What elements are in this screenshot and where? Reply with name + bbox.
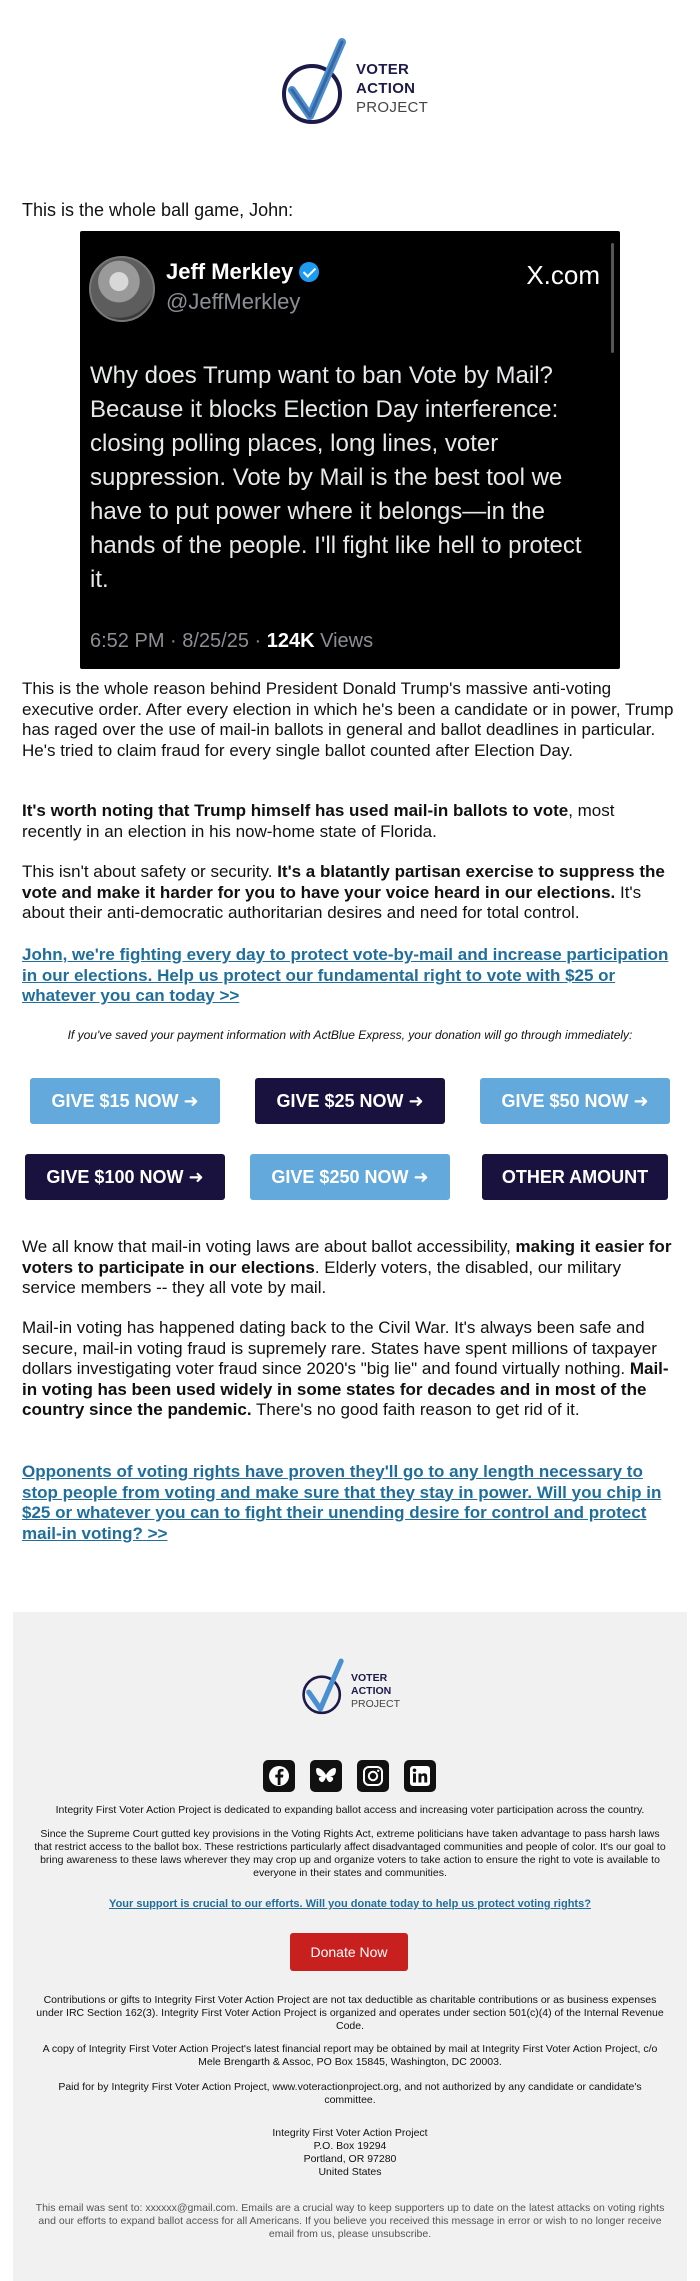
footer-about: Since the Supreme Court gutted key provisions in the Voting Rights Act, extreme politicians have taken advantage to pass harsh laws that restrict access to the ballot box. These restrictions particularly affect disadvantaged communities and people of color. It's our goal to bring awareness to these laws wherever they may crop up and organize voters to take action to ensure the right to vote is available to everyone in their states and communities. bbox=[34, 1828, 666, 1879]
footer-logo[interactable] bbox=[301, 1656, 401, 1718]
donate-link-opponents[interactable]: Opponents of voting rights have proven they'll go to any length necessary to stop people from voting and make sure that they stay in power. Will you chip in $25 or whatever you can to fight their unending desire for control and protect mail-in voting? >> bbox=[22, 1462, 662, 1543]
paragraph-executive-order: This is the whole reason behind President Donald Trump's massive anti-voting executive order. After every election in which he's been a candidate or in power, Trump has raged over the use of mail-in ballots in general and ballot deadlines in particular. He's tried to claim fraud for every single ballot counted after Election Day. bbox=[22, 679, 674, 760]
linkedin-icon[interactable] bbox=[404, 1760, 436, 1792]
x-logo-icon: X.com bbox=[526, 260, 600, 290]
donate-now-button[interactable]: Donate Now bbox=[290, 1933, 408, 1971]
actblue-express-note: If you've saved your payment information with ActBlue Express, your donation will go through immediately: bbox=[67, 1028, 633, 1042]
tweet-meta: 6:52 PM · 8/25/25 · 124K Views bbox=[90, 630, 374, 652]
give-15-button[interactable]: GIVE $15 NOW ➜ bbox=[30, 1078, 220, 1124]
verified-badge-icon bbox=[299, 262, 319, 282]
give-50-button[interactable]: GIVE $50 NOW ➜ bbox=[480, 1078, 670, 1124]
check-ring-logo-icon bbox=[301, 1656, 345, 1718]
avatar bbox=[89, 256, 155, 322]
tweet-card[interactable] bbox=[80, 231, 620, 669]
donate-link-protect-vote-by-mail[interactable]: John, we're fighting every day to protect vote-by-mail and increase participation in our elections. Help us protect our fundamental right to vote with $25 or whatever you can today >> bbox=[22, 945, 669, 1005]
footer-address: Integrity First Voter Action Project P.O. Box 19294 Portland, OR 97280 United States bbox=[272, 2127, 428, 2178]
footer-financial-report: A copy of Integrity First Voter Action Project's latest financial report may be obtained by mail at Integrity First Voter Action Project, c/o Mele Brengarth & Assoc, PO Box 15845, Washington, DC 20003. bbox=[42, 2043, 658, 2068]
footer-logo-wordmark: VOTER ACTION PROJECT bbox=[351, 1672, 401, 1710]
x-brand bbox=[526, 261, 600, 289]
footer-mission: Integrity First Voter Action Project is dedicated to expanding ballot access and increasing voter participation across the country. bbox=[55, 1804, 645, 1816]
give-25-button[interactable]: GIVE $25 NOW ➜ bbox=[255, 1078, 445, 1124]
check-ring-logo-icon bbox=[280, 36, 348, 128]
paragraph-ballot-accessibility: We all know that mail-in voting laws are about ballot accessibility, making it easier for voters to participate in our elections. Elderly voters, the disabled, our military service members -- they all vote by mail. bbox=[22, 1237, 672, 1297]
other-amount-button[interactable]: OTHER AMOUNT bbox=[482, 1154, 668, 1200]
greeting: This is the whole ball game, John: bbox=[22, 200, 294, 220]
footer-tax-disclaimer: Contributions or gifts to Integrity First Voter Action Project are not tax deductible as charitable contributions or as business expenses under IRC Section 162(3). Integrity First Voter Action Project is organized and operates under section 501(c)(4) of the Internal Revenue Code. bbox=[36, 1994, 664, 2032]
voter-action-project-logo[interactable] bbox=[280, 36, 430, 128]
paragraph-trump-mail-ballot: It's worth noting that Trump himself has used mail-in ballots to vote, most recently in an election in his now-home state of Florida. bbox=[22, 801, 615, 841]
tweet-author-name: Jeff Merkley bbox=[166, 259, 319, 285]
footer-paid-for: Paid for by Integrity First Voter Action Project, www.voteractionproject.org, and not authorized by any candidate or candidate's committee. bbox=[58, 2081, 642, 2106]
paragraph-civil-war-history: Mail-in voting has happened dating back to the Civil War. It's always been safe and secure, mail-in voting fraud is supremely rare. States have spent millions of taxpayer dollars investigating voter fraud since 2020's "big lie" and found virtually nothing. Mail-in voting has been used widely in some states for decades and in most of the country since the pandemic. There's no good faith reason to get rid of it. bbox=[22, 1318, 669, 1419]
tweet-text: Why does Trump want to ban Vote by Mail? Because it blocks Election Day interference: closing polling places, long lines, voter suppression. Vote by Mail is the best tool we have to put power where it belongs—in the hands of the people. I'll fight like hell to protect it. bbox=[90, 362, 582, 593]
tweet-scrollbar bbox=[611, 243, 614, 353]
paragraph-partisan-exercise: This isn't about safety or security. It's a blatantly partisan exercise to suppress the vote and make it harder for you to have your voice heard in our elections. It's about their anti-democratic authoritarian desires and need for total control. bbox=[22, 862, 665, 922]
give-100-button[interactable]: GIVE $100 NOW ➜ bbox=[25, 1154, 225, 1200]
give-250-button[interactable]: GIVE $250 NOW ➜ bbox=[250, 1154, 450, 1200]
logo-wordmark: VOTER ACTION PROJECT bbox=[356, 61, 429, 116]
facebook-icon[interactable] bbox=[263, 1760, 295, 1792]
footer bbox=[13, 1612, 687, 2281]
footer-sent-to: This email was sent to: xxxxxx@gmail.com. Emails are a crucial way to keep supporters up to date on the latest attacks on voting rights and our efforts to expand ballot access for all Americans. If you believe you received this message in error or wish to no longer receive email from us, please unsubscribe. bbox=[35, 2202, 665, 2240]
tweet-author-handle: @JeffMerkley bbox=[166, 289, 301, 314]
footer-support-link[interactable]: Your support is crucial to our efforts. Will you donate today to help us protect voting rights? bbox=[109, 1898, 591, 1910]
instagram-icon[interactable] bbox=[357, 1760, 389, 1792]
bluesky-icon[interactable] bbox=[310, 1760, 342, 1792]
